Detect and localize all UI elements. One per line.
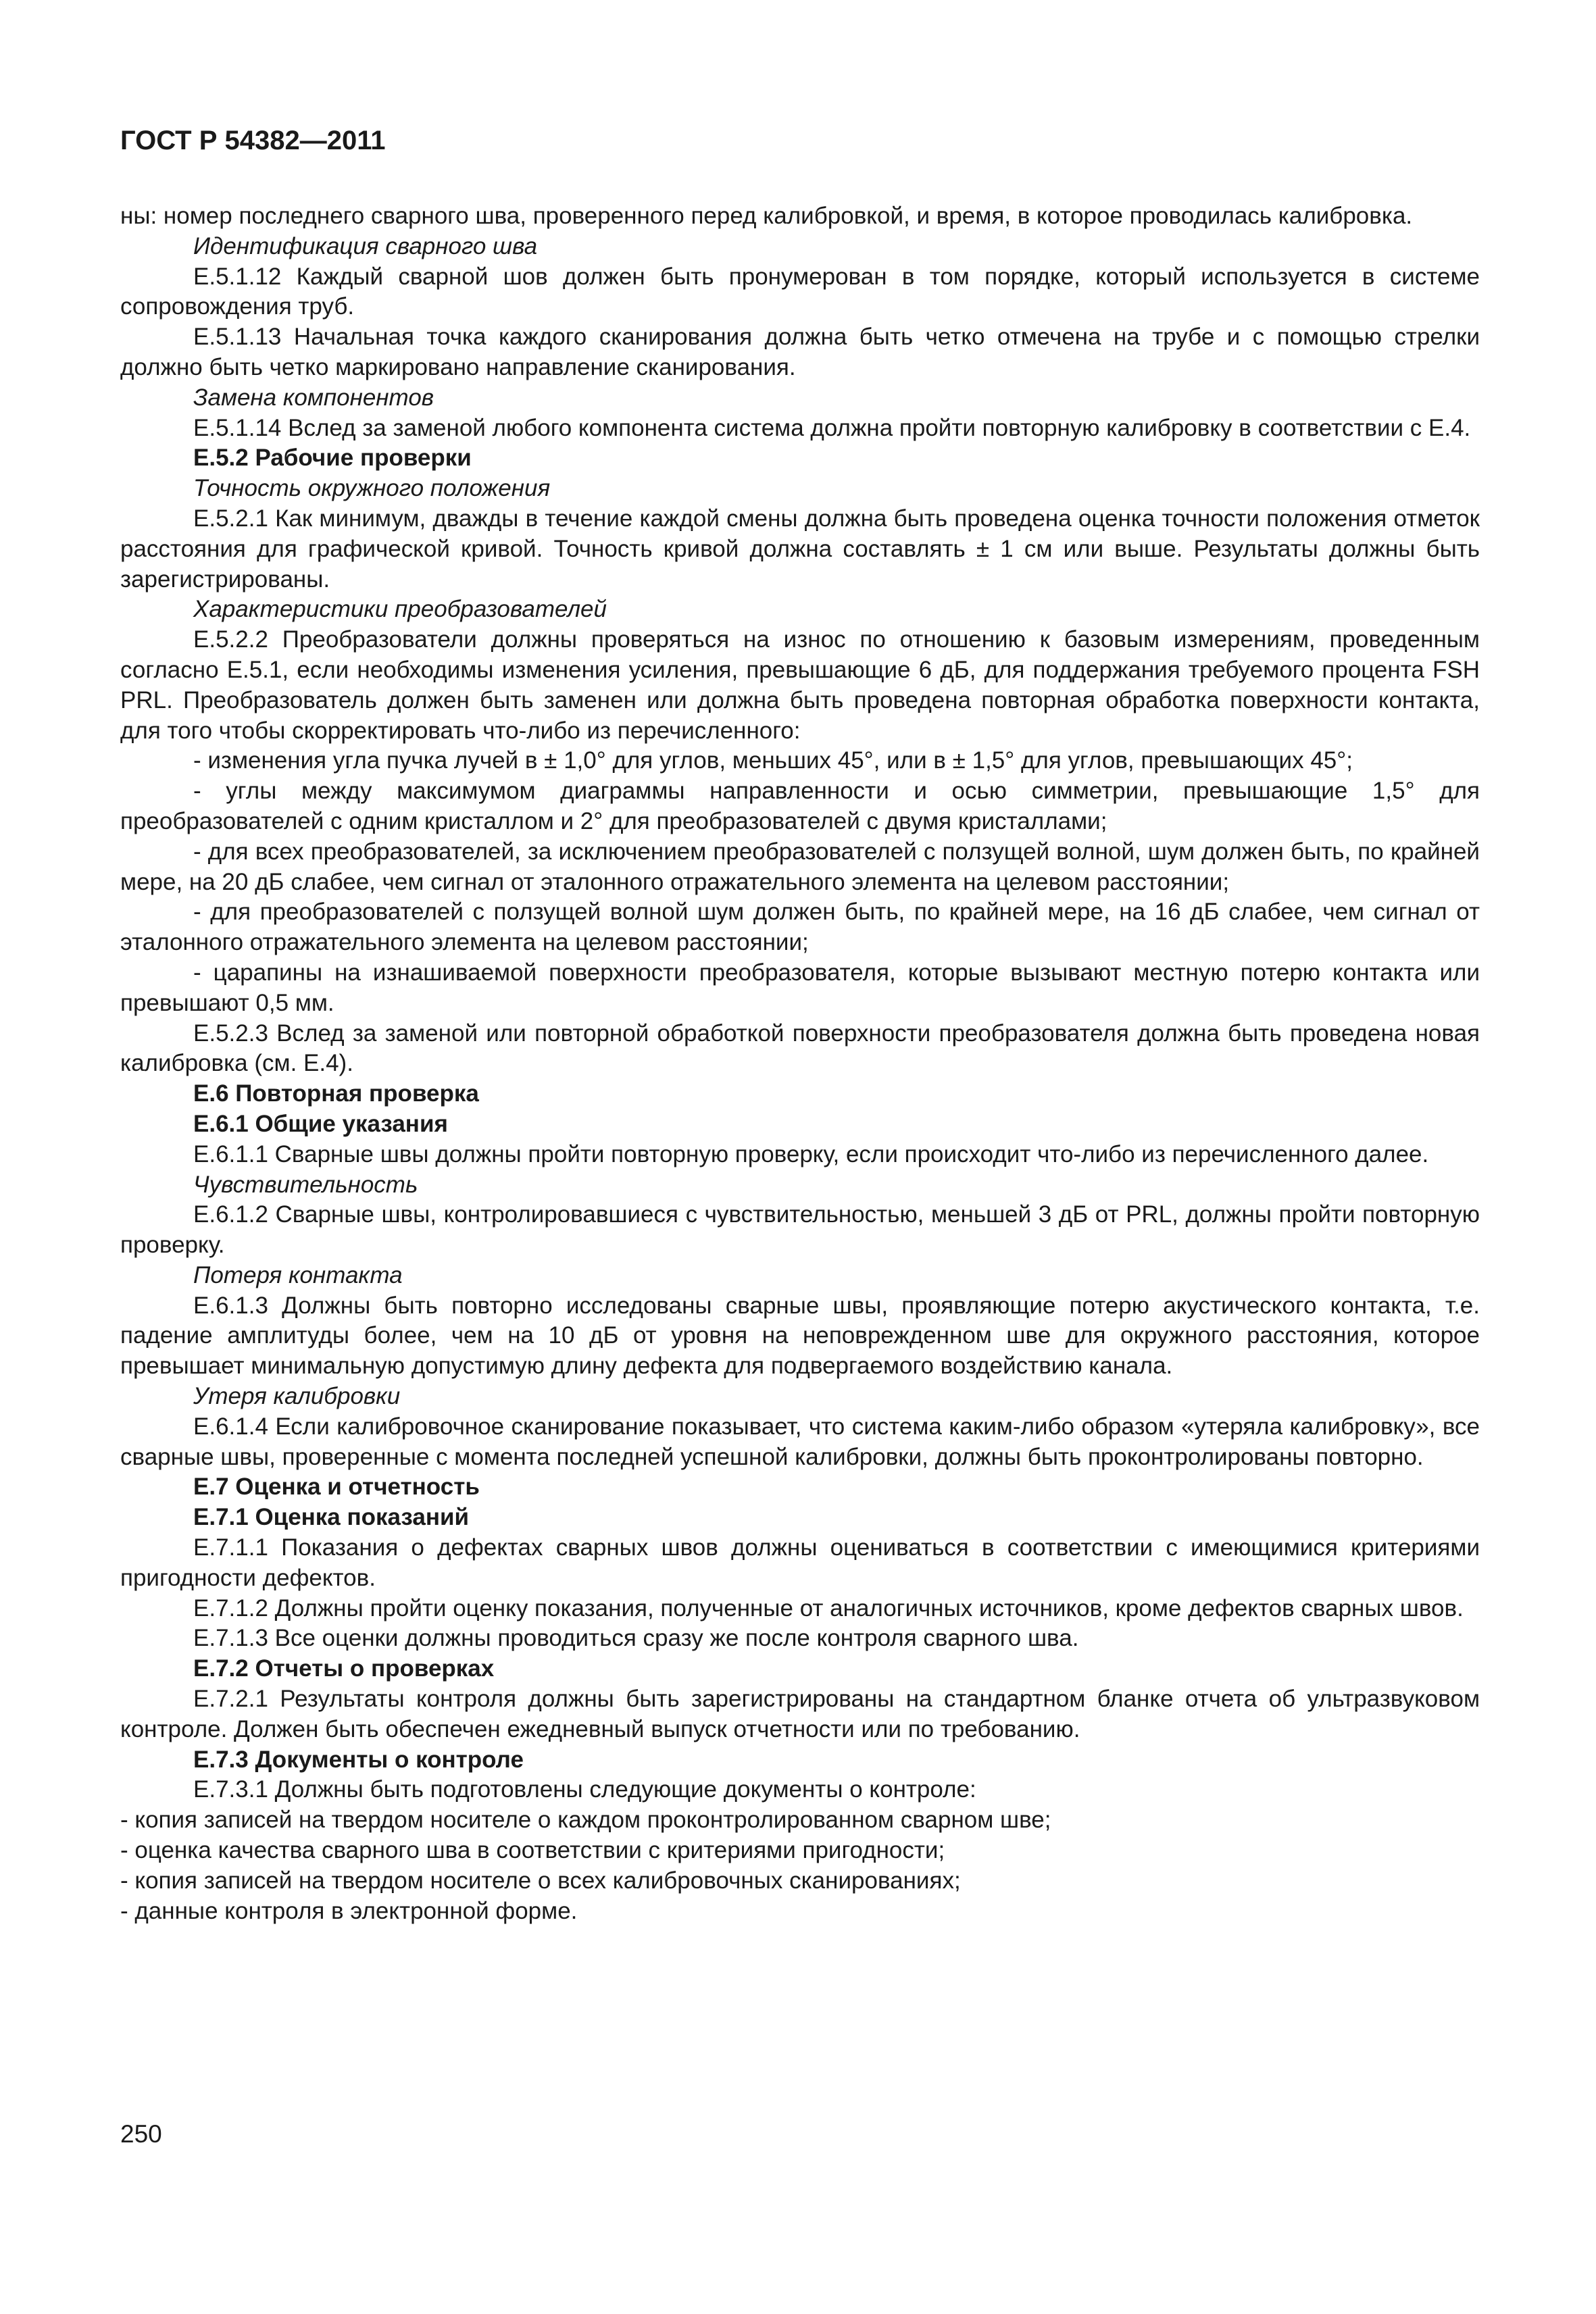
italic-subheading: Идентификация сварного шва	[193, 232, 538, 259]
page-number: 250	[120, 2120, 162, 2148]
italic-subheading: Потеря контакта	[193, 1261, 403, 1288]
paragraph: E.7.2.1 Результаты контроля должны быть зарегистрированы на стандартном бланке отчета об ультразвуковом контроле. Должен быть обеспечен ежедневный выпуск отчетности или по требованию.	[120, 1686, 1480, 1742]
paragraph: E.6.1.2 Сварные швы, контролировавшиеся с чувствительностью, меньшей 3 дБ от PRL, должны пройти повторную проверку.	[120, 1201, 1480, 1259]
italic-subheading: Точность окружного положения	[193, 475, 551, 502]
italic-subheading: Утеря калибровки	[193, 1383, 401, 1410]
paragraph: - царапины на изнашиваемой поверхности преобразователя, которые вызывают местную потерю контакта или превышают 0,5 мм.	[120, 959, 1480, 1016]
paragraph-continuation: - копия записей на твердом носителе о всех калибровочных сканированиях;	[120, 1867, 961, 1894]
section-heading: E.7 Оценка и отчетность	[193, 1474, 480, 1501]
paragraph: E.5.1.13 Начальная точка каждого сканирования должна быть четко отмечена на трубе и с помощью стрелки должно быть четко маркировано направление сканирования.	[120, 324, 1480, 380]
paragraph: E.6.1.4 Если калибровочное сканирование показывает, что система каким-либо образом «утеряла калибровку», все сварные швы, проверенные с момента последней успешной калибровки, должны быть проконтролированы повторно.	[120, 1413, 1480, 1470]
section-heading: E.7.1 Оценка показаний	[193, 1504, 470, 1531]
paragraph: E.5.1.14 Вслед за заменой любого компонента система должна пройти повторную калибровку в соответствии с E.4.	[193, 414, 1471, 441]
paragraph: E.7.3.1 Должны быть подготовлены следующие документы о контроле:	[193, 1776, 976, 1803]
paragraph-continuation: - оценка качества сварного шва в соответствии с критериями пригодности;	[120, 1837, 945, 1864]
paragraph-continuation: - копия записей на твердом носителе о каждом проконтролированном сварном шве;	[120, 1807, 1051, 1834]
section-heading: E.5.2 Рабочие проверки	[193, 445, 472, 472]
paragraph: - углы между максимумом диаграммы направленности и осью симметрии, превышающие 1,5° для преобразователей с одним кристаллом и 2° для преобразователей с двумя кристаллами;	[120, 778, 1480, 834]
paragraph: E.5.1.12 Каждый сварной шов должен быть пронумерован в том порядке, который используется в системе сопровождения труб.	[120, 263, 1480, 320]
paragraph: - для преобразователей с ползущей волной шум должен быть, по крайней мере, на 16 дБ слабее, чем сигнал от эталонного отражательного элемента на целевом расстоянии;	[120, 899, 1480, 956]
document-body	[120, 201, 1480, 1926]
paragraph: E.6.1.1 Сварные швы должны пройти повторную проверку, если происходит что-либо из перечисленного далее.	[193, 1140, 1429, 1167]
paragraph: - для всех преобразователей, за исключением преобразователей с ползущей волной, шум должен быть, по крайней мере, на 20 дБ слабее, чем сигнал от эталонного отражательного элемента на целевом расстоянии;	[120, 838, 1480, 895]
paragraph: E.7.1.2 Должны пройти оценку показания, полученные от аналогичных источников, кроме дефектов сварных швов.	[193, 1594, 1464, 1621]
section-heading: E.7.2 Отчеты о проверках	[193, 1655, 495, 1682]
section-heading: E.6.1 Общие указания	[193, 1110, 448, 1137]
paragraph: E.5.2.1 Как минимум, дважды в течение каждой смены должна быть проведена оценка точности положения отметок расстояния для графической кривой. Точность кривой должна составлять ± 1 см или выше. Результаты должны быть зарегистрированы.	[120, 505, 1480, 593]
italic-subheading: Чувствительность	[193, 1171, 418, 1198]
paragraph: E.5.2.2 Преобразователи должны проверяться на износ по отношению к базовым измерениям, проведенным согласно E.5.1, если необходимы изменения усиления, превышающие 6 дБ, для поддержания требуемого процента FSH PRL. Преобразователь должен быть заменен или должна быть проведена повторная обработка поверхности контакта, для того чтобы скорректировать что-либо из перечисленного:	[120, 626, 1480, 744]
paragraph: E.6.1.3 Должны быть повторно исследованы сварные швы, проявляющие потерю акустического контакта, т.е. падение амплитуды более, чем на 10 дБ от уровня на неповрежденном шве для окружного расстояния, которое превышает минимальную допустимую длину дефекта для подвергаемого воздействию канала.	[120, 1292, 1480, 1380]
paragraph: E.7.1.1 Показания о дефектах сварных швов должны оцениваться в соответствии с имеющимися критериями пригодности дефектов.	[120, 1534, 1480, 1591]
italic-subheading: Замена компонентов	[193, 384, 434, 411]
paragraph: - изменения угла пучка лучей в ± 1,0° для углов, меньших 45°, или в ± 1,5° для углов, превышающих 45°;	[193, 747, 1353, 774]
section-heading: E.7.3 Документы о контроле	[193, 1746, 524, 1773]
section-heading: E.6 Повторная проверка	[193, 1080, 479, 1107]
italic-subheading: Характеристики преобразователей	[193, 596, 607, 623]
paragraph: E.7.1.3 Все оценки должны проводиться сразу же после контроля сварного шва.	[193, 1625, 1079, 1652]
document-header: ГОСТ Р 54382—2011	[120, 126, 386, 155]
paragraph-continuation: - данные контроля в электронной форме.	[120, 1897, 578, 1924]
paragraph-continuation: ны: номер последнего сварного шва, проверенного перед калибровкой, и время, в которое проводилась калибровка.	[120, 203, 1413, 229]
paragraph: E.5.2.3 Вслед за заменой или повторной обработкой поверхности преобразователя должна быть проведена новая калибровка (см. E.4).	[120, 1020, 1480, 1077]
